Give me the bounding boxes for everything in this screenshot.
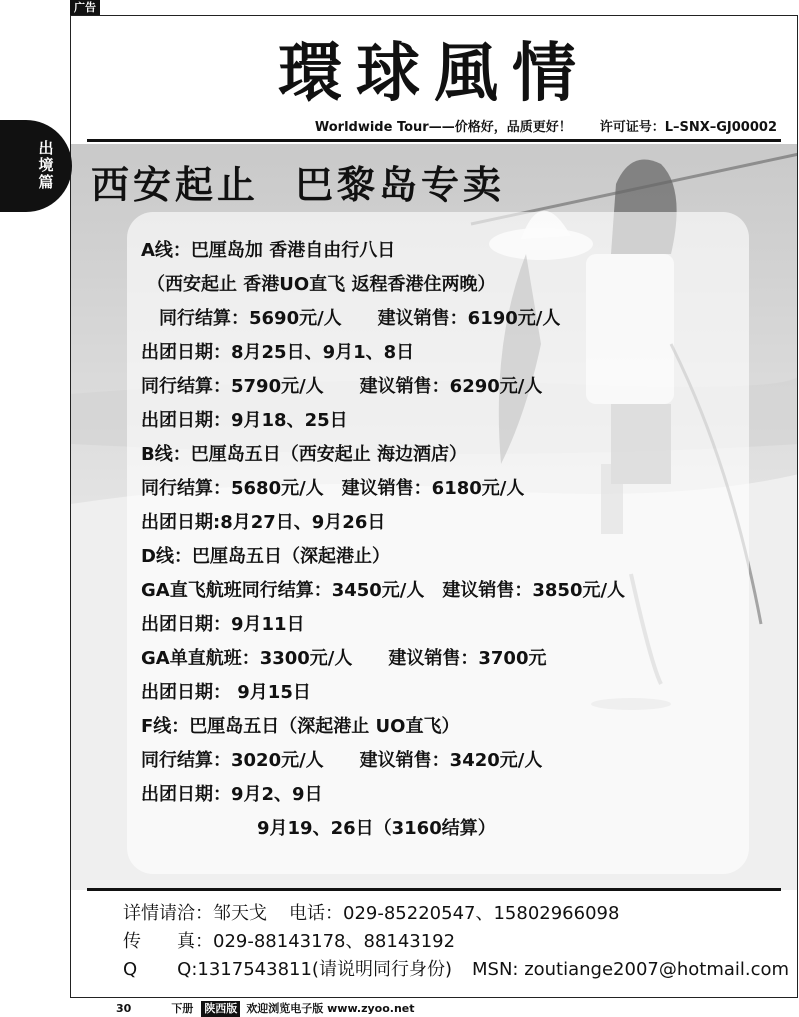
fax-row bbox=[123, 928, 789, 956]
page-footer bbox=[116, 1001, 415, 1017]
qq-row bbox=[123, 956, 789, 984]
headline-left: 西安起止 bbox=[91, 162, 260, 207]
slogan: Worldwide Tour——价格好，品质更好！ bbox=[314, 120, 572, 135]
top-divider bbox=[87, 139, 781, 142]
route-line: 出团日期：9月11日 bbox=[141, 614, 305, 635]
route-line: B线：巴厘岛五日（西安起止 海边酒店） bbox=[141, 444, 467, 465]
fax-label: 传 真： bbox=[123, 931, 213, 952]
route-line: 出团日期:8月27日、9月26日 bbox=[141, 512, 386, 533]
tagline bbox=[315, 116, 777, 135]
page-number: 30 bbox=[116, 1002, 132, 1015]
site-text: 欢迎浏览电子版 www.zyoo.net bbox=[246, 1002, 415, 1015]
phone-number: 029-85220547、15802966098 bbox=[343, 903, 620, 924]
side-tab-outbound bbox=[0, 120, 72, 212]
route-line: F线：巴厘岛五日（深起港止 UO直飞） bbox=[141, 716, 460, 737]
headline-right: 巴黎岛专卖 bbox=[295, 162, 506, 207]
route-line: 出团日期：9月18、25日 bbox=[141, 410, 348, 431]
ad-tag: 广告 bbox=[70, 0, 100, 15]
brand-title: 環球風情 bbox=[278, 36, 590, 111]
route-line: 出团日期：8月25日、9月1、8日 bbox=[141, 342, 415, 363]
inquiry-row bbox=[123, 900, 789, 928]
route-line: 出团日期：9月2、9日 bbox=[141, 784, 323, 805]
route-list bbox=[141, 234, 625, 846]
route-line: GA直飞航班同行结算：3450元/人 建议销售：3850元/人 bbox=[141, 580, 626, 601]
license-number: 许可证号：L–SNX–GJ00002 bbox=[599, 120, 777, 135]
msn-address: MSN: zoutiange2007@hotmail.com bbox=[471, 959, 790, 980]
contact-block bbox=[123, 900, 789, 984]
route-line: D线：巴厘岛五日（深起港止） bbox=[141, 546, 390, 567]
route-line: 同行结算：3020元/人 建议销售：3420元/人 bbox=[141, 750, 543, 771]
route-line: 出团日期： 9月15日 bbox=[141, 682, 311, 703]
fax-number: 029-88143178、88143192 bbox=[213, 931, 456, 952]
bottom-divider bbox=[87, 888, 781, 891]
inquiry-label: 详情请洽： bbox=[123, 903, 213, 924]
qq-number: Q:1317543811(请说明同行身份) bbox=[177, 959, 452, 980]
route-line: 同行结算：5680元/人 建议销售：6180元/人 bbox=[141, 478, 525, 499]
volume-label: 下册 bbox=[171, 1002, 194, 1015]
contact-person: 邹天戈 bbox=[213, 903, 267, 924]
side-tab-label: 出境篇 bbox=[38, 139, 54, 191]
route-line: （西安起止 香港UO直飞 返程香港住两晚） bbox=[147, 274, 496, 295]
qq-label: Q bbox=[123, 959, 138, 980]
route-line: 同行结算：5690元/人 建议销售：6190元/人 bbox=[159, 308, 561, 329]
edition-badge: 陕西版 bbox=[201, 1001, 240, 1017]
headline bbox=[91, 154, 505, 209]
phone-label: 电话： bbox=[289, 903, 343, 924]
ad-frame bbox=[70, 15, 798, 998]
route-line: 9月19、26日（3160结算） bbox=[257, 818, 496, 839]
route-line: A线：巴厘岛加 香港自由行八日 bbox=[141, 240, 396, 261]
route-line: 同行结算：5790元/人 建议销售：6290元/人 bbox=[141, 376, 543, 397]
route-line: GA单直航班：3300元/人 建议销售：3700元 bbox=[141, 648, 547, 669]
